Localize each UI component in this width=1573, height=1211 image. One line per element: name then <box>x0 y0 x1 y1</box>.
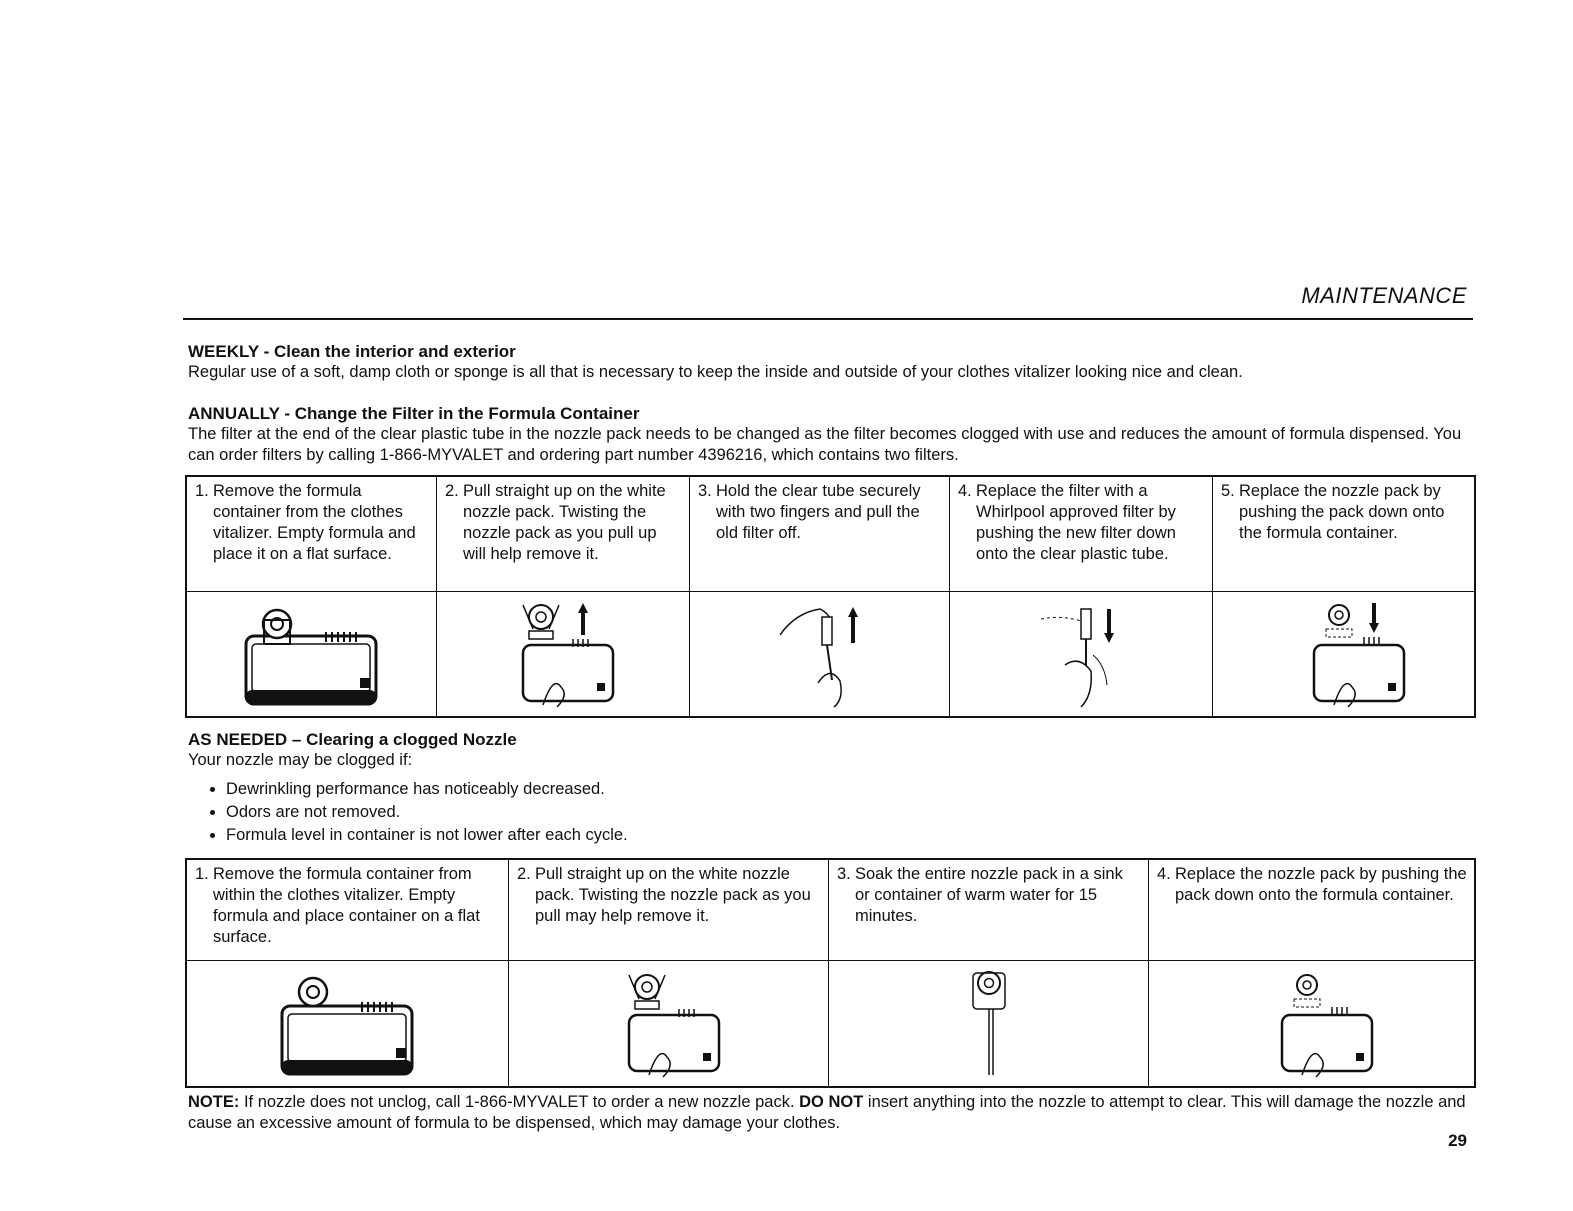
list-item: • Formula level in container is not lower after each cycle. <box>226 825 1478 846</box>
list-item: • Dewrinkling performance has noticeably decreased. <box>226 779 1478 800</box>
step-text: Soak the entire nozzle pack in a sink or container of warm water for 15 minutes. <box>855 865 1123 925</box>
as-needed-heading: AS NEEDED – Clearing a clogged Nozzle <box>188 730 517 749</box>
remove-container-illustration <box>187 592 436 716</box>
step-number: 3. <box>698 482 712 500</box>
step-number: 1. <box>195 865 209 883</box>
annually-text: The filter at the end of the clear plastic tube in the nozzle pack needs to be changed as the filter becomes clogged with use and reduces the amount of formula dispensed. You can order filters by calling 1-866-MYVALET and ordering part number 4396216, which contains two filters. <box>188 425 1462 464</box>
step-text: Remove the formula container from within the clothes vitalizer. Empty formula and place container on a flat surface. <box>213 865 480 946</box>
step-number: 4. <box>1157 865 1171 883</box>
replace-filter-illustration <box>950 592 1212 716</box>
weekly-section <box>188 341 1478 383</box>
step-text: Replace the nozzle pack by pushing the pack down onto the formula container. <box>1239 482 1445 542</box>
note-emphasis: DO NOT <box>799 1093 864 1111</box>
clog-reasons-list <box>188 779 1478 846</box>
clog-step-1 <box>187 860 509 1086</box>
annual-step-3 <box>690 477 950 716</box>
step-text: Pull straight up on the white nozzle pack. Twisting the nozzle pack as you pull up will help remove it. <box>463 482 666 563</box>
as-needed-section <box>188 729 1478 848</box>
annually-heading: ANNUALLY - Change the Filter in the Formula Container <box>188 404 640 423</box>
clog-steps-table <box>185 858 1476 1088</box>
step-text: Remove the formula container from the clothes vitalizer. Empty formula and place it on a flat surface. <box>213 482 416 563</box>
note-label: NOTE: <box>188 1093 240 1111</box>
step-number: 4. <box>958 482 972 500</box>
weekly-text: Regular use of a soft, damp cloth or sponge is all that is necessary to keep the inside and outside of your clothes vitalizer looking nice and clean. <box>188 363 1243 381</box>
annual-step-5 <box>1213 477 1474 716</box>
pull-nozzle-illustration <box>509 961 828 1086</box>
annually-section <box>188 403 1478 466</box>
replace-nozzle-illustration <box>1213 592 1474 716</box>
note-text-2: insert anything into the nozzle to attempt to clear. This will damage the nozzle and cause an excessive amount of formula to be dispensed, which may damage your clothes. <box>188 1093 1466 1132</box>
clog-step-3 <box>829 860 1149 1086</box>
annual-steps-table <box>185 475 1476 718</box>
remove-filter-illustration <box>690 592 949 716</box>
step-number: 1. <box>195 482 209 500</box>
step-text: Replace the nozzle pack by pushing the pack down onto the formula container. <box>1175 865 1467 904</box>
annual-step-4 <box>950 477 1213 716</box>
step-text: Hold the clear tube securely with two fingers and pull the old filter off. <box>716 482 921 542</box>
clog-step-2 <box>509 860 829 1086</box>
as-needed-intro: Your nozzle may be clogged if: <box>188 751 413 769</box>
weekly-heading: WEEKLY - Clean the interior and exterior <box>188 342 516 361</box>
step-text: Replace the filter with a Whirlpool approved filter by pushing the new filter down onto the clear plastic tube. <box>976 482 1176 563</box>
replace-nozzle-illustration <box>1149 961 1474 1086</box>
annual-step-2 <box>437 477 690 716</box>
list-item: • Odors are not removed. <box>226 802 1478 823</box>
page-number: 29 <box>1448 1131 1467 1150</box>
step-text: Pull straight up on the white nozzle pack. Twisting the nozzle pack as you pull may help remove it. <box>535 865 811 925</box>
header-divider <box>183 318 1473 320</box>
step-number: 2. <box>517 865 531 883</box>
remove-container-illustration <box>187 961 508 1086</box>
warning-note <box>188 1092 1478 1134</box>
clog-step-4 <box>1149 860 1474 1086</box>
pull-nozzle-illustration <box>437 592 689 716</box>
step-number: 3. <box>837 865 851 883</box>
note-text-1: If nozzle does not unclog, call 1-866-MYVALET to order a new nozzle pack. <box>243 1093 795 1111</box>
step-number: 2. <box>445 482 459 500</box>
section-title: MAINTENANCE <box>1301 283 1467 308</box>
nozzle-pack-illustration <box>829 961 1148 1086</box>
annual-step-1 <box>187 477 437 716</box>
step-number: 5. <box>1221 482 1235 500</box>
